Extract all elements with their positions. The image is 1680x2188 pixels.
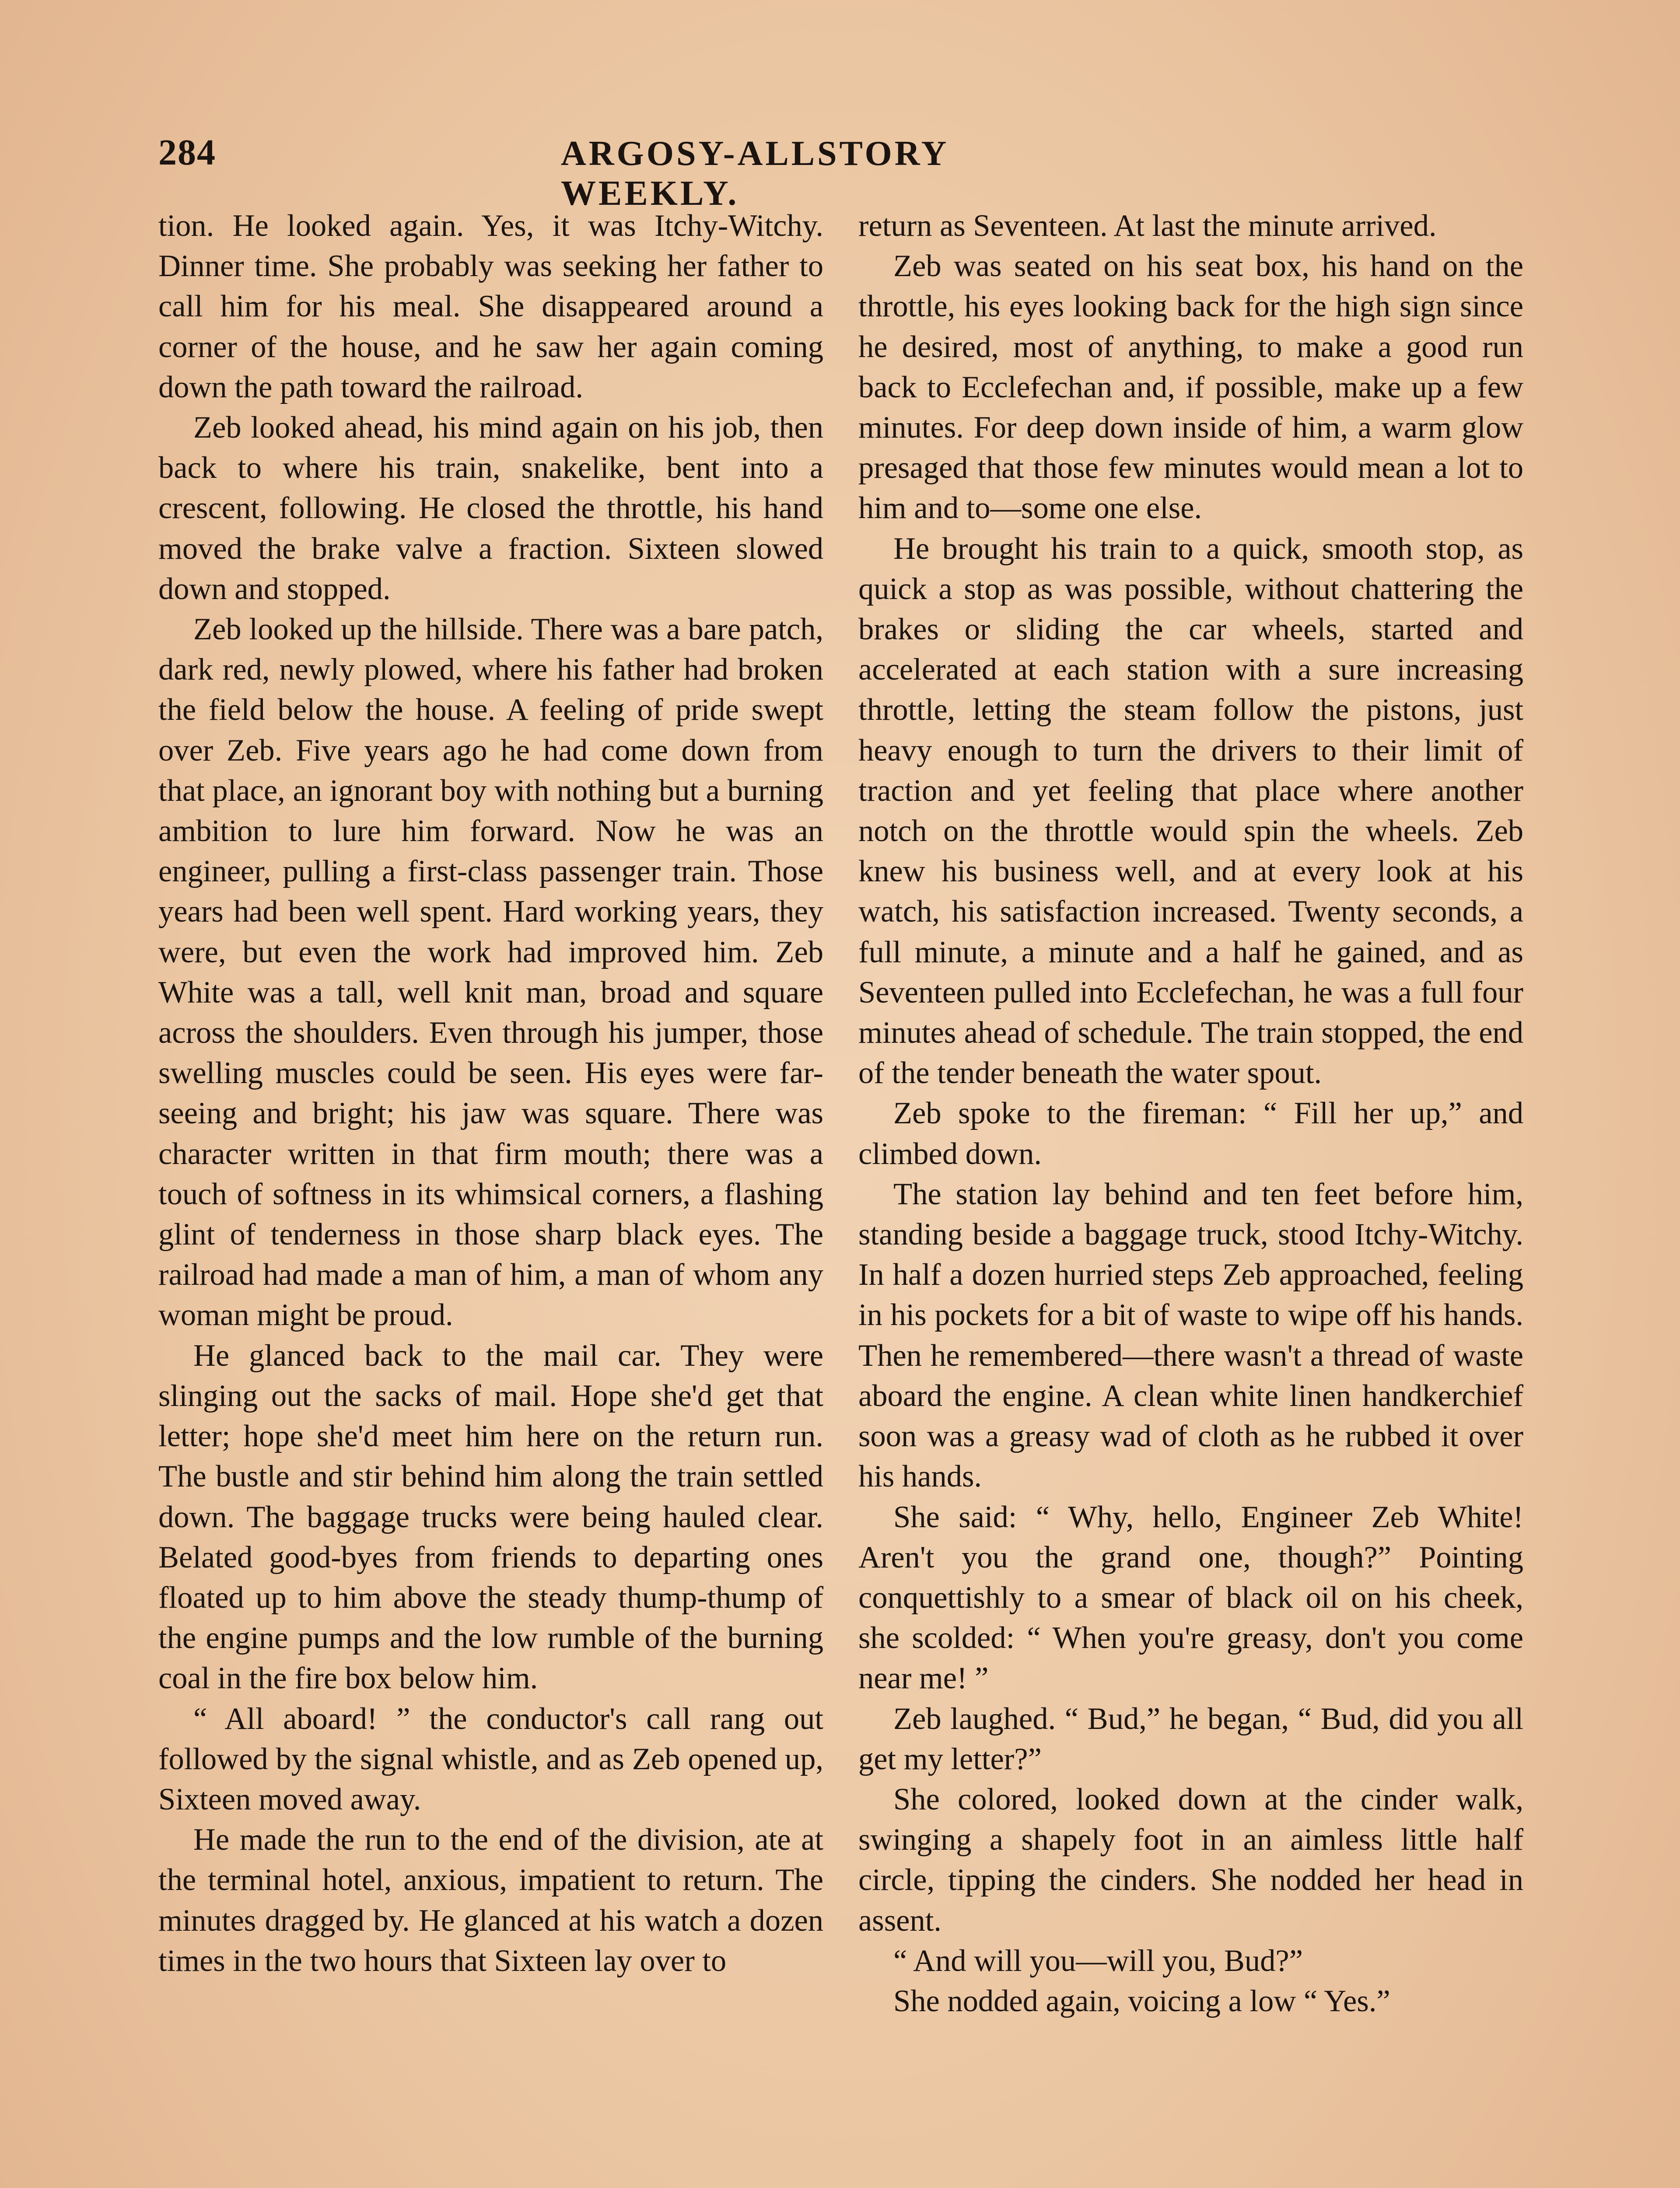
running-title: ARGOSY-ALLSTORY WEEKLY.	[561, 134, 948, 213]
paragraph: Zeb was seated on his seat box, his hand on the throttle, his eyes looking back for the high sign since he desired, most of anything, to make a good run back to Ecclefechan and, if possible, make up a few minutes. For deep down inside of him, a warm glow presaged that those few minutes would mean a lot to him and to—some one else.	[858, 249, 1523, 526]
paragraph: She colored, looked down at the cinder walk, swinging a shapely foot in an aimless little half circle, tipping the cinders. She nodded her head in assent.	[858, 1782, 1523, 1938]
right-column	[858, 206, 1523, 2188]
article-body	[158, 206, 1523, 2188]
paragraph: He glanced back to the mail car. They were slinging out the sacks of mail. Hope she'd get that letter; hope she'd meet him here on the return run. The bustle and stir behind him along the train settled down. The baggage trucks were being hauled clear. Belated good-byes from friends to departing ones floated up to him above the steady thump-thump of the engine pumps and the low rumble of the burning coal in the fire box below him.	[158, 1338, 823, 1696]
page-header	[158, 131, 1134, 213]
paragraph: Zeb looked ahead, his mind again on his job, then back to where his train, snakelike, bent into a crescent, following. He closed the throttle, his hand moved the brake valve a fraction. Sixteen slowed down and stopped.	[158, 410, 823, 606]
paragraph: She said: “ Why, hello, Engineer Zeb White! Aren't you the grand one, though?” Pointing conquettishly to a smear of black oil on his cheek, she scolded: “ When you're greasy, don't you come near me! ”	[858, 1500, 1523, 1696]
paragraph: return as Seventeen. At last the minute arrived.	[858, 209, 1437, 243]
paragraph: “ All aboard! ” the conductor's call rang out followed by the signal whistle, and as Zeb opened up, Sixteen moved away.	[158, 1701, 823, 1816]
paragraph: Zeb spoke to the fireman: “ Fill her up,” and climbed down.	[858, 1096, 1523, 1171]
paragraph: He made the run to the end of the division, ate at the terminal hotel, anxious, impatient to return. The minutes dragged by. He glanced at his watch a dozen times in the two hours that Sixteen lay over to	[158, 1823, 823, 1978]
paragraph: Zeb laughed. “ Bud,” he began, “ Bud, did you all get my letter?”	[858, 1701, 1523, 1776]
paragraph: He brought his train to a quick, smooth stop, as quick a stop as was possible, without chattering the brakes or sliding the car wheels, started and accelerated at each station with a sure increasing throttle, letting the steam follow the pistons, just heavy enough to turn the drivers to their limit of traction and yet feeling that place where another notch on the throttle would spin the wheels. Zeb knew his business well, and at every look at his watch, his satisfaction increased. Twenty seconds, a full minute, a minute and a half he gained, and as Seventeen pulled into Ecclefechan, he was a full four minutes ahead of schedule. The train stopped, the end of the tender beneath the water spout.	[858, 531, 1523, 1090]
paragraph: “ And will you—will you, Bud?”	[893, 1943, 1303, 1978]
page-number: 284	[158, 132, 216, 173]
paragraph: The station lay behind and ten feet before him, standing beside a baggage truck, stood Itchy-Witchy. In half a dozen hurried steps Zeb approached, feeling in his pockets for a bit of waste to wipe off his hands. Then he remembered—there wasn't a thread of waste aboard the engine. A clean white linen handkerchief soon was a greasy wad of cloth as he rubbed it over his hands.	[858, 1177, 1523, 1494]
left-column	[158, 206, 823, 2188]
paragraph: tion. He looked again. Yes, it was Itchy-Witchy. Dinner time. She probably was seeking her father to call him for his meal. She disappeared around a corner of the house, and he saw her again coming down the path toward the railroad.	[158, 209, 823, 404]
paragraph: Zeb looked up the hillside. There was a bare patch, dark red, newly plowed, where his father had broken the field below the house. A feeling of pride swept over Zeb. Five years ago he had come down from that place, an ignorant boy with nothing but a burning ambition to lure him forward. Now he was an engineer, pulling a first-class passenger train. Those years had been well spent. Hard working years, they were, but even the work had improved him. Zeb White was a tall, well knit man, broad and square across the shoulders. Even through his jumper, those swelling muscles could be seen. His eyes were far-seeing and bright; his jaw was square. There was character written in that firm mouth; there was a touch of softness in its whimsical corners, a flashing glint of tenderness in those sharp black eyes. The railroad had made a man of him, a man of whom any woman might be proud.	[158, 612, 823, 1332]
paragraph: She nodded again, voicing a low “ Yes.”	[893, 1984, 1390, 2018]
